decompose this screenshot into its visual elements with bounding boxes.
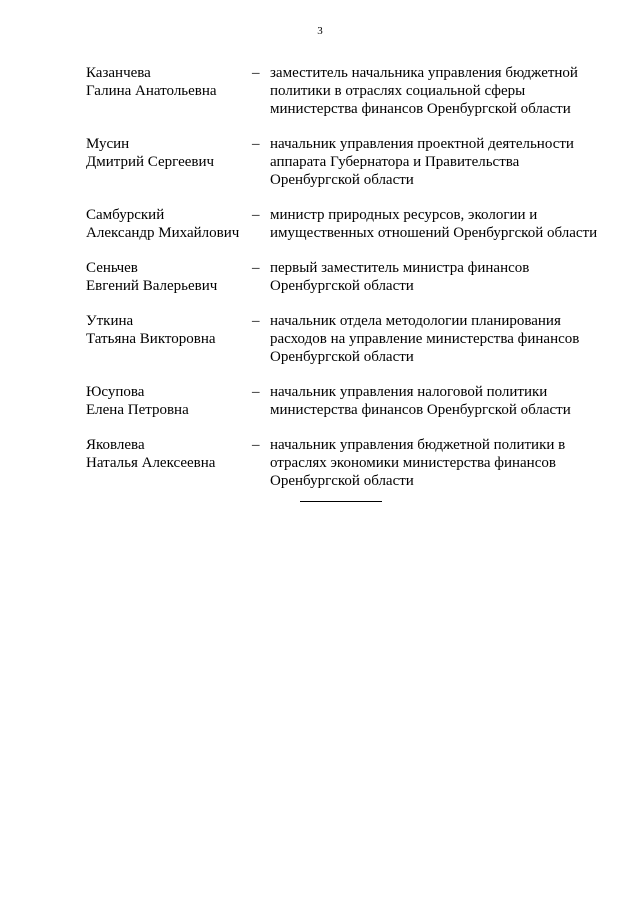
- member-given-names: Елена Петровна: [86, 402, 189, 418]
- member-name: [86, 436, 252, 472]
- member-name: [86, 383, 252, 419]
- dash-separator: –: [252, 65, 260, 81]
- member-surname: Мусин: [86, 136, 130, 152]
- member-entry: [86, 135, 606, 189]
- member-entry: [86, 64, 606, 118]
- page-number: 3: [317, 25, 323, 37]
- member-given-names: Дмитрий Сергеевич: [86, 154, 215, 170]
- dash-separator: –: [252, 313, 260, 329]
- member-name: [86, 259, 252, 295]
- member-given-names: Наталья Алексеевна: [86, 455, 216, 471]
- member-entry: [86, 259, 606, 295]
- member-name: [86, 135, 252, 171]
- member-position: министр природных ресурсов, экологии и имущественных отношений Оренбургской области: [270, 207, 598, 241]
- member-position: начальник управления налоговой политики министерства финансов Оренбургской области: [270, 384, 571, 418]
- member-surname: Казанчева: [86, 65, 151, 81]
- member-given-names: Евгений Валерьевич: [86, 278, 218, 294]
- member-surname: Юсупова: [86, 384, 145, 400]
- member-given-names: Татьяна Викторовна: [86, 331, 216, 347]
- dash-separator: –: [252, 207, 260, 223]
- member-surname: Самбурский: [86, 207, 165, 223]
- dash-separator: –: [252, 437, 260, 453]
- member-given-names: Галина Анатольевна: [86, 83, 217, 99]
- dash-separator: –: [252, 260, 260, 276]
- member-entry: [86, 206, 606, 242]
- member-surname: Уткина: [86, 313, 134, 329]
- member-surname: Сеньчев: [86, 260, 138, 276]
- member-position: заместитель начальника управления бюджетной политики в отраслях социальной сферы министерства финансов Оренбургской области: [270, 65, 578, 117]
- member-surname: Яковлева: [86, 437, 145, 453]
- dash-separator: –: [252, 384, 260, 400]
- member-list: [86, 64, 606, 490]
- member-position: первый заместитель министра финансов Оренбургской области: [270, 260, 530, 294]
- member-entry: [86, 383, 606, 419]
- member-entry: [86, 436, 606, 490]
- dash-separator: –: [252, 136, 260, 152]
- member-name: [86, 64, 252, 100]
- member-entry: [86, 312, 606, 366]
- member-name: [86, 312, 252, 348]
- member-position: начальник отдела методологии планирования расходов на управление министерства финансов Оренбургской области: [270, 313, 580, 365]
- member-position: начальник управления бюджетной политики в отраслях экономики министерства финансов Оренбургской области: [270, 437, 566, 489]
- member-given-names: Александр Михайлович: [86, 225, 240, 241]
- closing-separator-line: [300, 501, 382, 502]
- member-name: [86, 206, 252, 242]
- member-position: начальник управления проектной деятельности аппарата Губернатора и Правительства Оренбургской области: [270, 136, 574, 188]
